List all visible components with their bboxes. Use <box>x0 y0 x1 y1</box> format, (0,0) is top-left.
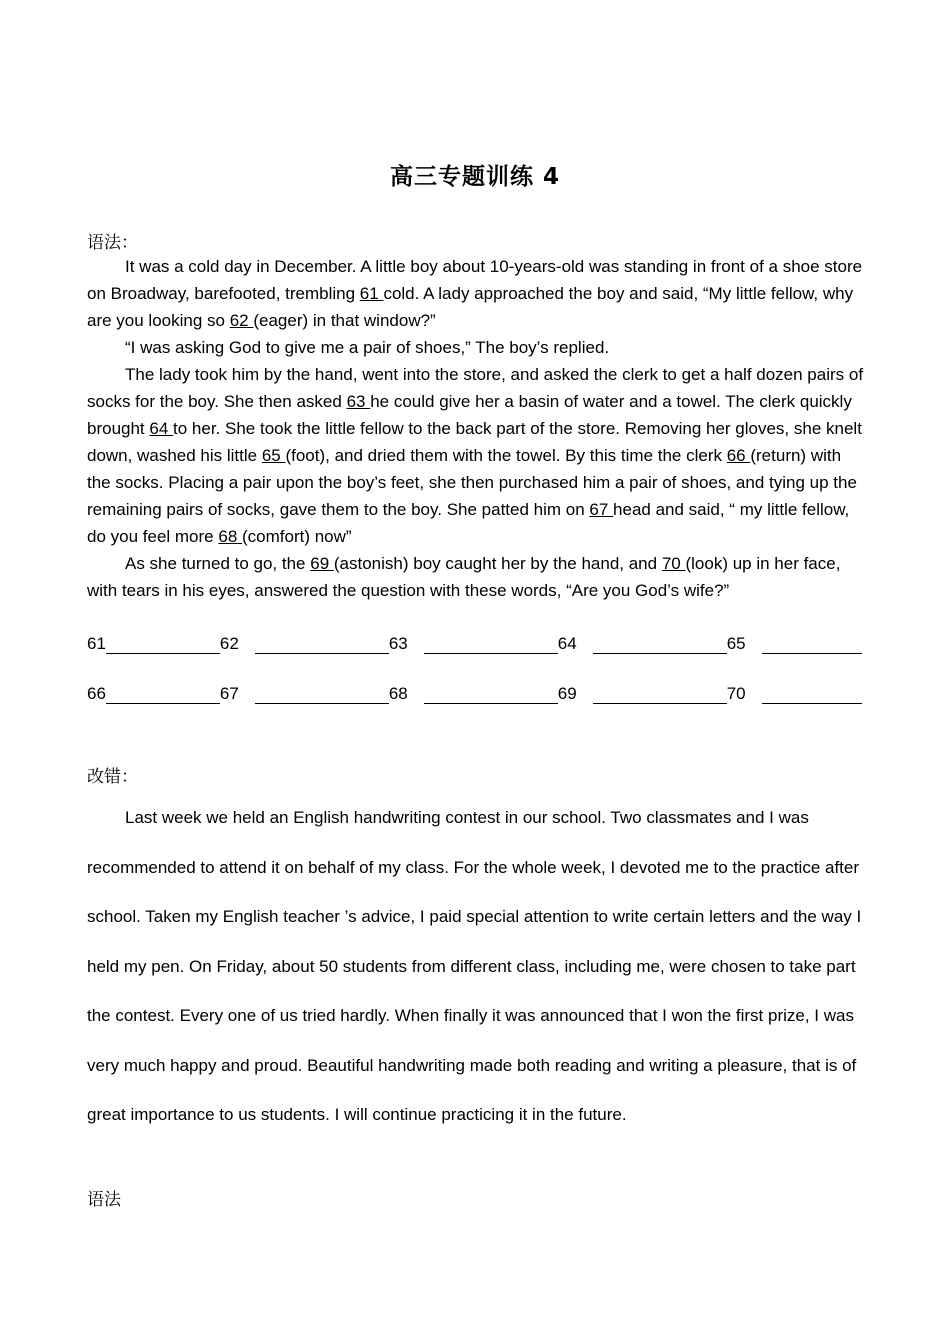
correction-passage <box>87 793 872 1140</box>
answer-row-1 <box>87 630 867 654</box>
grammar-section-heading-2: 语法 <box>87 1190 121 1210</box>
answer-line[interactable] <box>593 686 727 704</box>
answer-number: 63 <box>388 634 408 653</box>
paragraph-2: “I was asking God to give me a pair of shoes,” The boy’s replied. <box>125 338 610 357</box>
answer-line[interactable] <box>255 686 389 704</box>
paragraph-3: The lady took him by the hand, went into the store, and asked the clerk to get a half dozen pairs of socks for the boy. She then asked 63 he could give her a basin of water and a towel. The clerk quickly brought 64 to her. She took the little fellow to the back part of the store. Removing her gloves, she knelt down, washed his little 65 (foot), and dried them with the towel. By this time the clerk 66 (return) with the socks. Placing a pair upon the boy’s feet, she then purchased him a pair of shoes, and tying up the remaining pairs of socks, gave them to the boy. She patted him on 67 head and said, “ my little fellow, do you feel more 68 (comfort) now” <box>87 365 864 546</box>
page-title: 高三专题训练 4 <box>389 164 560 190</box>
answer-number: 67 <box>219 684 239 703</box>
blank-62: 62 <box>229 311 254 330</box>
answer-line[interactable] <box>593 636 727 654</box>
blank-70: 70 <box>661 554 686 573</box>
answer-number: 68 <box>388 684 408 703</box>
answer-line[interactable] <box>255 636 389 654</box>
answer-line[interactable] <box>106 686 220 704</box>
answer-number: 64 <box>557 634 577 653</box>
blank-67: 67 <box>589 500 614 519</box>
answer-line[interactable] <box>762 636 862 654</box>
grammar-passage <box>87 253 867 604</box>
blank-65: 65 <box>261 446 286 465</box>
blank-68: 68 <box>218 527 242 546</box>
paragraph-1: It was a cold day in December. A little boy about 10-years-old was standing in front of a shoe store on Broadway, barefooted, trembling 61 cold. A lady approached the boy and said, “My little fellow, why are you looking so 62 (eager) in that window?” <box>87 257 863 330</box>
grammar-section-heading: 语法： <box>87 233 138 253</box>
paragraph-4: As she turned to go, the 69 (astonish) boy caught her by the hand, and 70 (look) up in her face, with tears in his eyes, answered the question with these words, “Are you God’s wife?” <box>87 554 841 600</box>
blank-64: 64 <box>149 419 174 438</box>
blank-69: 69 <box>310 554 334 573</box>
blank-66: 66 <box>726 446 751 465</box>
answer-number: 70 <box>726 684 746 703</box>
correction-paragraph: Last week we held an English handwriting contest in our school. Two classmates and I was recommended to attend it on behalf of my class. For the whole week, I devoted me to the practice after school. Taken my English teacher ’s advice, I paid special attention to write certain letters and the way I held my pen. On Friday, about 50 students from different class, including me, were chosen to take part the contest. Every one of us tried hardly. When finally it was announced that I won the first prize, I was very much happy and proud. Beautiful handwriting made both reading and writing a pleasure, that is of great importance to us students. I will continue practicing it in the future. <box>87 808 862 1124</box>
answer-number: 66 <box>87 684 106 703</box>
answer-line[interactable] <box>424 686 558 704</box>
blank-61: 61 <box>359 284 384 303</box>
answer-number: 65 <box>726 634 746 653</box>
blank-63: 63 <box>346 392 371 411</box>
answer-line[interactable] <box>424 636 558 654</box>
answer-number: 69 <box>557 684 577 703</box>
correction-section-heading: 改错： <box>87 767 138 787</box>
answer-row-2 <box>87 680 867 704</box>
answer-line[interactable] <box>762 686 862 704</box>
answer-number: 61 <box>87 634 106 653</box>
answer-number: 62 <box>219 634 239 653</box>
answer-line[interactable] <box>106 636 220 654</box>
